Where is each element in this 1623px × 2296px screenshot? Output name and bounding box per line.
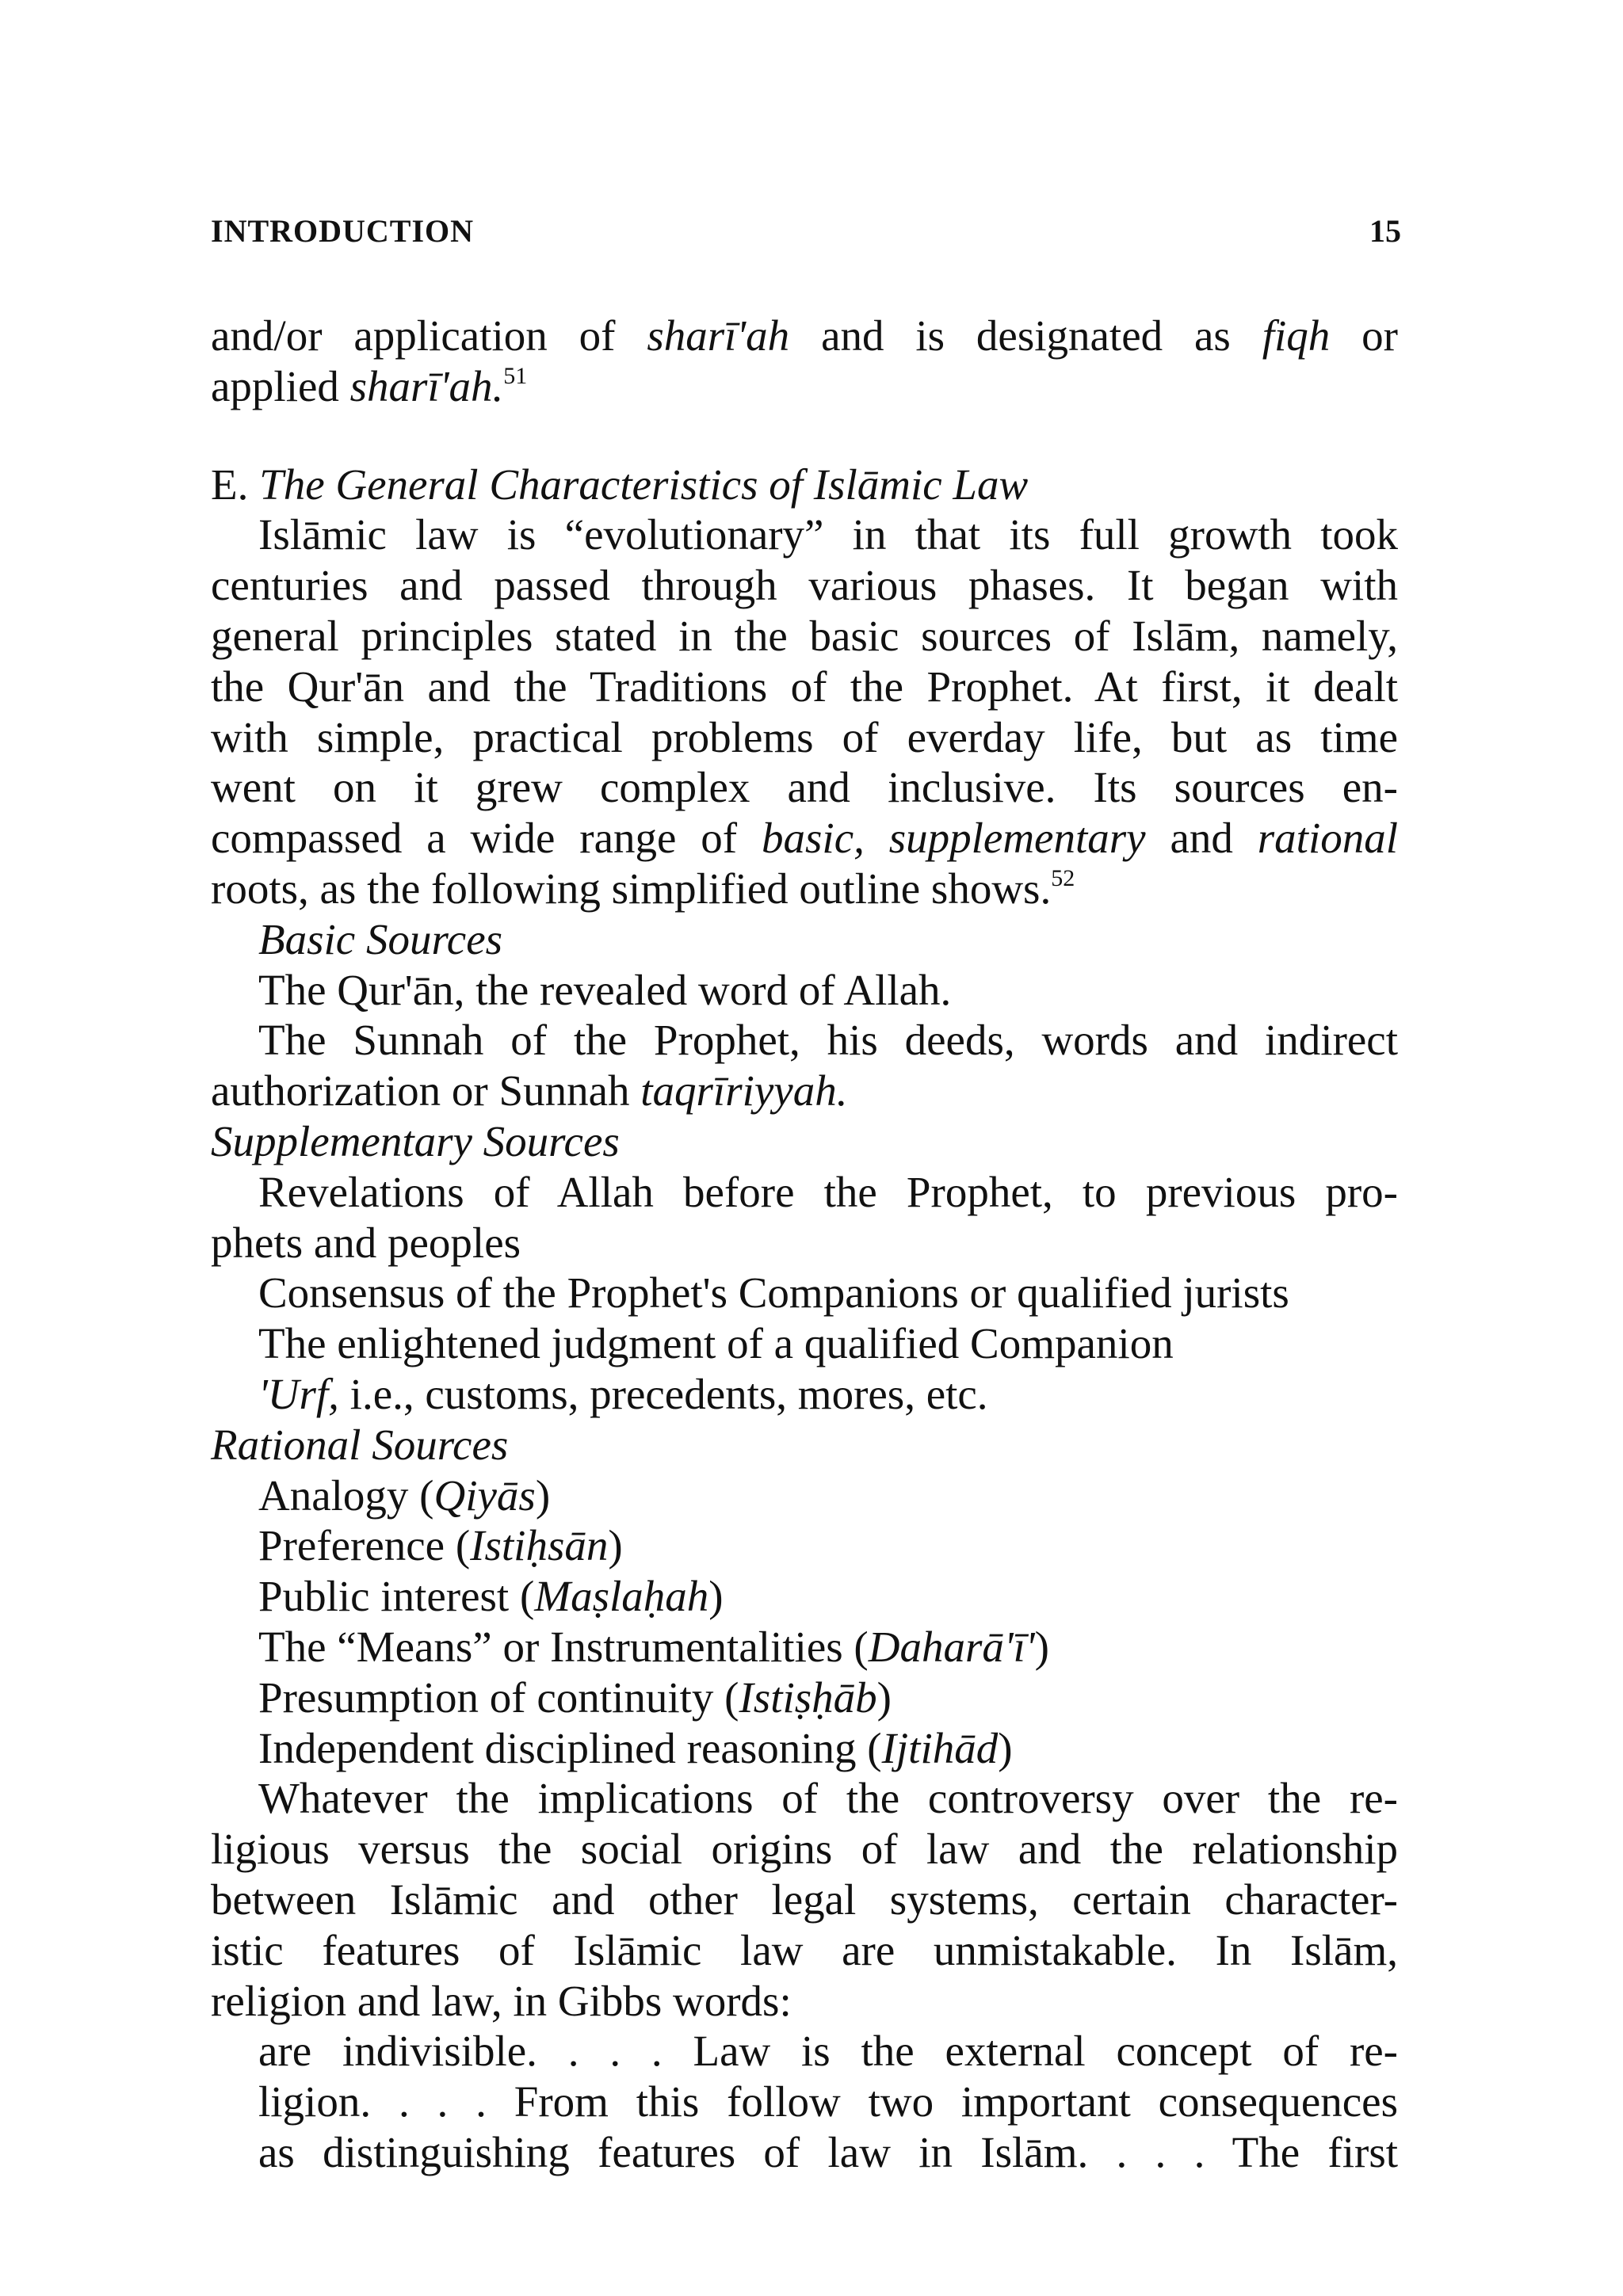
outline-item: Preference (Istiḥsān): [258, 1521, 623, 1570]
outline-item: Presumption of continuity (Istiṣḥāb): [258, 1672, 892, 1722]
text-line: general principles stated in the basic sources of Islām, namely,: [211, 611, 1398, 660]
outline-item: The Sunnah of the Prophet, his deeds, words and indirect: [258, 1016, 1398, 1065]
section-heading: E. The General Characteristics of Islāmic Law: [211, 460, 1029, 509]
outline-item: Revelations of Allah before the Prophet, to previous pro-: [258, 1167, 1398, 1216]
running-head: INTRODUCTION: [211, 213, 475, 249]
outline-item: Independent disciplined reasoning (Ijtihād): [258, 1723, 1013, 1772]
page-body: [211, 311, 1398, 2178]
text-line: ligious versus the social origins of law and the relationship: [211, 1825, 1398, 1874]
text-line: with simple, practical problems of everday life, but as time: [211, 712, 1398, 761]
quote-line: ligion. . . . From this follow two important consequences: [258, 2077, 1398, 2126]
text-line: compassed a wide range of basic, supplementary and rational: [211, 814, 1399, 863]
text-line: and/or application of sharī'ah and is designated as fiqh or: [211, 311, 1398, 360]
section-gap: [211, 412, 1398, 460]
text-line: applied sharī'ah.$^{51}$: [211, 361, 528, 410]
text-line: the Qur'ān and the Traditions of the Prophet. At first, it dealt: [211, 662, 1398, 711]
text-line: roots, as the following simplified outline shows.$^{52}$: [211, 864, 1075, 913]
outline-heading: Basic Sources: [258, 914, 503, 963]
outline-item: The Qur'ān, the revealed word of Allah.: [258, 965, 952, 1014]
outline-item: 'Urf, i.e., customs, precedents, mores, etc.: [258, 1369, 988, 1418]
text-line: istic features of Islāmic law are unmistakable. In Islām,: [211, 1925, 1398, 1974]
text-line: centuries and passed through various phases. It began with: [211, 561, 1398, 610]
outline-item: Analogy (Qiyās): [258, 1470, 551, 1520]
outline-item: The “Means” or Instrumentalities (Daharā'ī'): [258, 1622, 1049, 1671]
footnote-ref: 52: [1051, 864, 1075, 891]
quote-line: are indivisible. . . . Law is the external concept of re-: [258, 2027, 1398, 2076]
text-line: went on it grew complex and inclusive. Its sources en-: [211, 763, 1398, 812]
text-line: between Islāmic and other legal systems, certain character-: [211, 1875, 1398, 1924]
outline-item-cont: authorization or Sunnah taqrīriyyah.: [211, 1066, 848, 1116]
text-line: religion and law, in Gibbs words:: [211, 1976, 792, 2025]
outline-heading: Rational Sources: [211, 1420, 509, 1469]
text-line: Whatever the implications of the controversy over the re-: [258, 1774, 1398, 1823]
outline-item: The enlightened judgment of a qualified Companion: [258, 1319, 1174, 1368]
outline-heading: Supplementary Sources: [211, 1116, 620, 1165]
quote-line: as distinguishing features of law in Islām. . . . The first: [258, 2127, 1398, 2176]
outline-item: Consensus of the Prophet's Companions or qualified jurists: [258, 1268, 1289, 1318]
outline-item: Public interest (Maṣlaḥah): [258, 1572, 724, 1621]
outline-item-cont: phets and peoples: [211, 1218, 521, 1267]
text-line: Islāmic law is “evolutionary” in that its full growth took: [258, 510, 1398, 559]
page-number: 15: [1369, 213, 1401, 249]
footnote-ref: 51: [503, 362, 528, 389]
